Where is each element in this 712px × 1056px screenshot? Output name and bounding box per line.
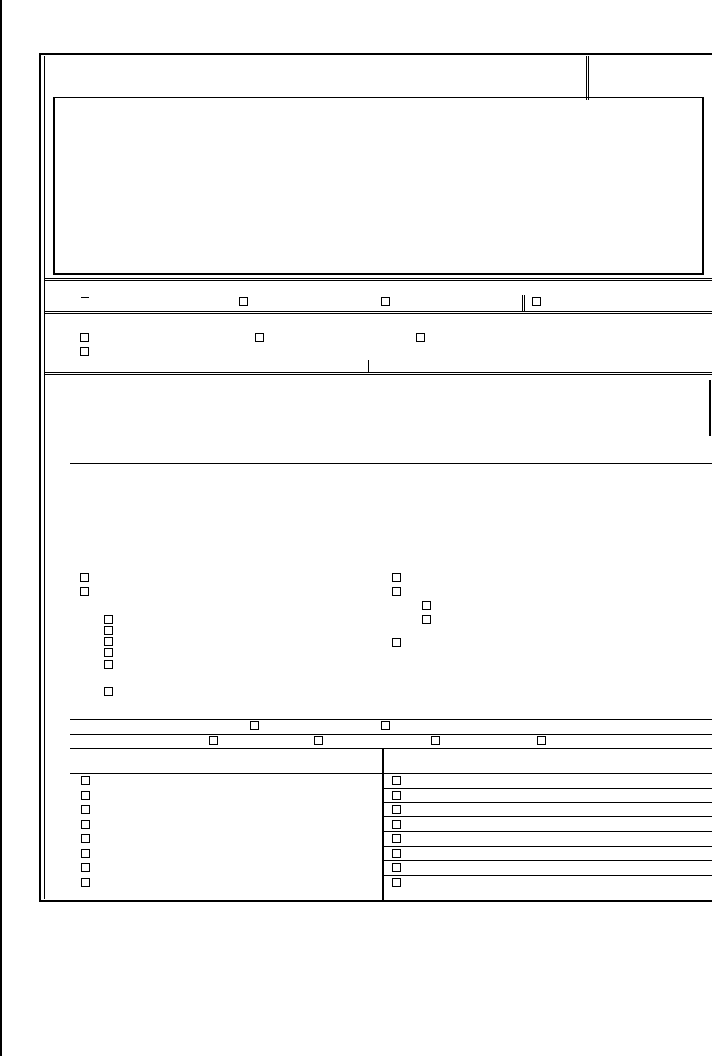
inline-checkbox[interactable] [314,736,323,745]
details-rule [70,463,712,464]
details-checkbox[interactable] [392,573,401,582]
bottom-left-checkbox[interactable] [81,849,90,858]
inline-checkbox[interactable] [250,721,259,730]
right-edge-mark [709,380,711,436]
bottom-right-checkbox[interactable] [392,834,401,843]
bottom-right-checkbox[interactable] [392,820,401,829]
bottom-left-checkbox[interactable] [81,863,90,872]
bottom-grid-row-line [384,831,712,832]
bottom-grid-row-line [384,788,712,789]
bottom-left-checkbox[interactable] [81,805,90,814]
option-row1-checkbox-3[interactable] [532,297,541,306]
margin-tick [40,846,41,856]
bottom-grid-row-line [384,802,712,803]
bottom-right-checkbox[interactable] [392,878,401,887]
bottom-grid-rule [70,773,382,774]
bottom-grid-row-line [384,860,712,861]
bottom-right-checkbox[interactable] [392,849,401,858]
bottom-grid-row-line [384,816,712,817]
details-rule [70,734,712,735]
bottom-left-checkbox[interactable] [81,878,90,887]
details-checkbox[interactable] [392,638,401,647]
option-marker [81,297,89,298]
inline-checkbox[interactable] [209,736,218,745]
body-text-box[interactable] [53,97,704,275]
bottom-left-checkbox[interactable] [81,834,90,843]
bottom-left-checkbox[interactable] [81,791,90,800]
details-sub-checkbox[interactable] [104,660,113,669]
separator-line [44,311,712,314]
option-row2-tick [368,360,369,372]
bottom-left-checkbox[interactable] [81,820,90,829]
details-sub-checkbox[interactable] [104,648,113,657]
header-divider [586,56,589,100]
header-number-box[interactable] [591,56,712,99]
bottom-right-checkbox[interactable] [392,776,401,785]
inline-checkbox[interactable] [431,736,440,745]
details-sub-checkbox[interactable] [104,615,113,624]
details-sub-checkbox[interactable] [104,626,113,635]
option-row2-checkbox-2[interactable] [255,333,264,342]
details-checkbox[interactable] [80,573,89,582]
option-row2-checkbox-4[interactable] [80,347,89,356]
form-frame-inner-left [44,56,45,899]
option-row1-divider [522,295,525,311]
bottom-grid-rule [384,773,712,774]
option-row2-checkbox-3[interactable] [416,333,425,342]
details-sub-checkbox[interactable] [104,687,113,696]
option-row1-checkbox-1[interactable] [239,297,248,306]
details-rule [70,748,712,749]
bottom-grid-row-line [384,846,712,847]
page-left-edge [0,0,2,1056]
details-rule [70,719,712,720]
bottom-left-checkbox[interactable] [81,776,90,785]
option-row1-checkbox-2[interactable] [381,297,390,306]
details-checkbox[interactable] [80,587,89,596]
inline-checkbox[interactable] [381,721,390,730]
details-checkbox[interactable] [392,587,401,596]
bottom-right-checkbox[interactable] [392,863,401,872]
details-sub-checkbox[interactable] [422,601,431,610]
separator-line [44,372,712,375]
margin-tick [40,436,41,446]
header-title-box[interactable] [44,56,587,99]
margin-tick [40,745,41,755]
bottom-right-checkbox[interactable] [392,805,401,814]
details-sub-checkbox[interactable] [104,637,113,646]
inline-checkbox[interactable] [537,736,546,745]
bottom-grid-row-line [384,875,712,876]
details-sub-checkbox[interactable] [422,615,431,624]
bottom-right-checkbox[interactable] [392,791,401,800]
bottom-grid-divider [382,748,384,900]
option-row2-checkbox-1[interactable] [80,333,89,342]
separator-line [44,278,712,281]
